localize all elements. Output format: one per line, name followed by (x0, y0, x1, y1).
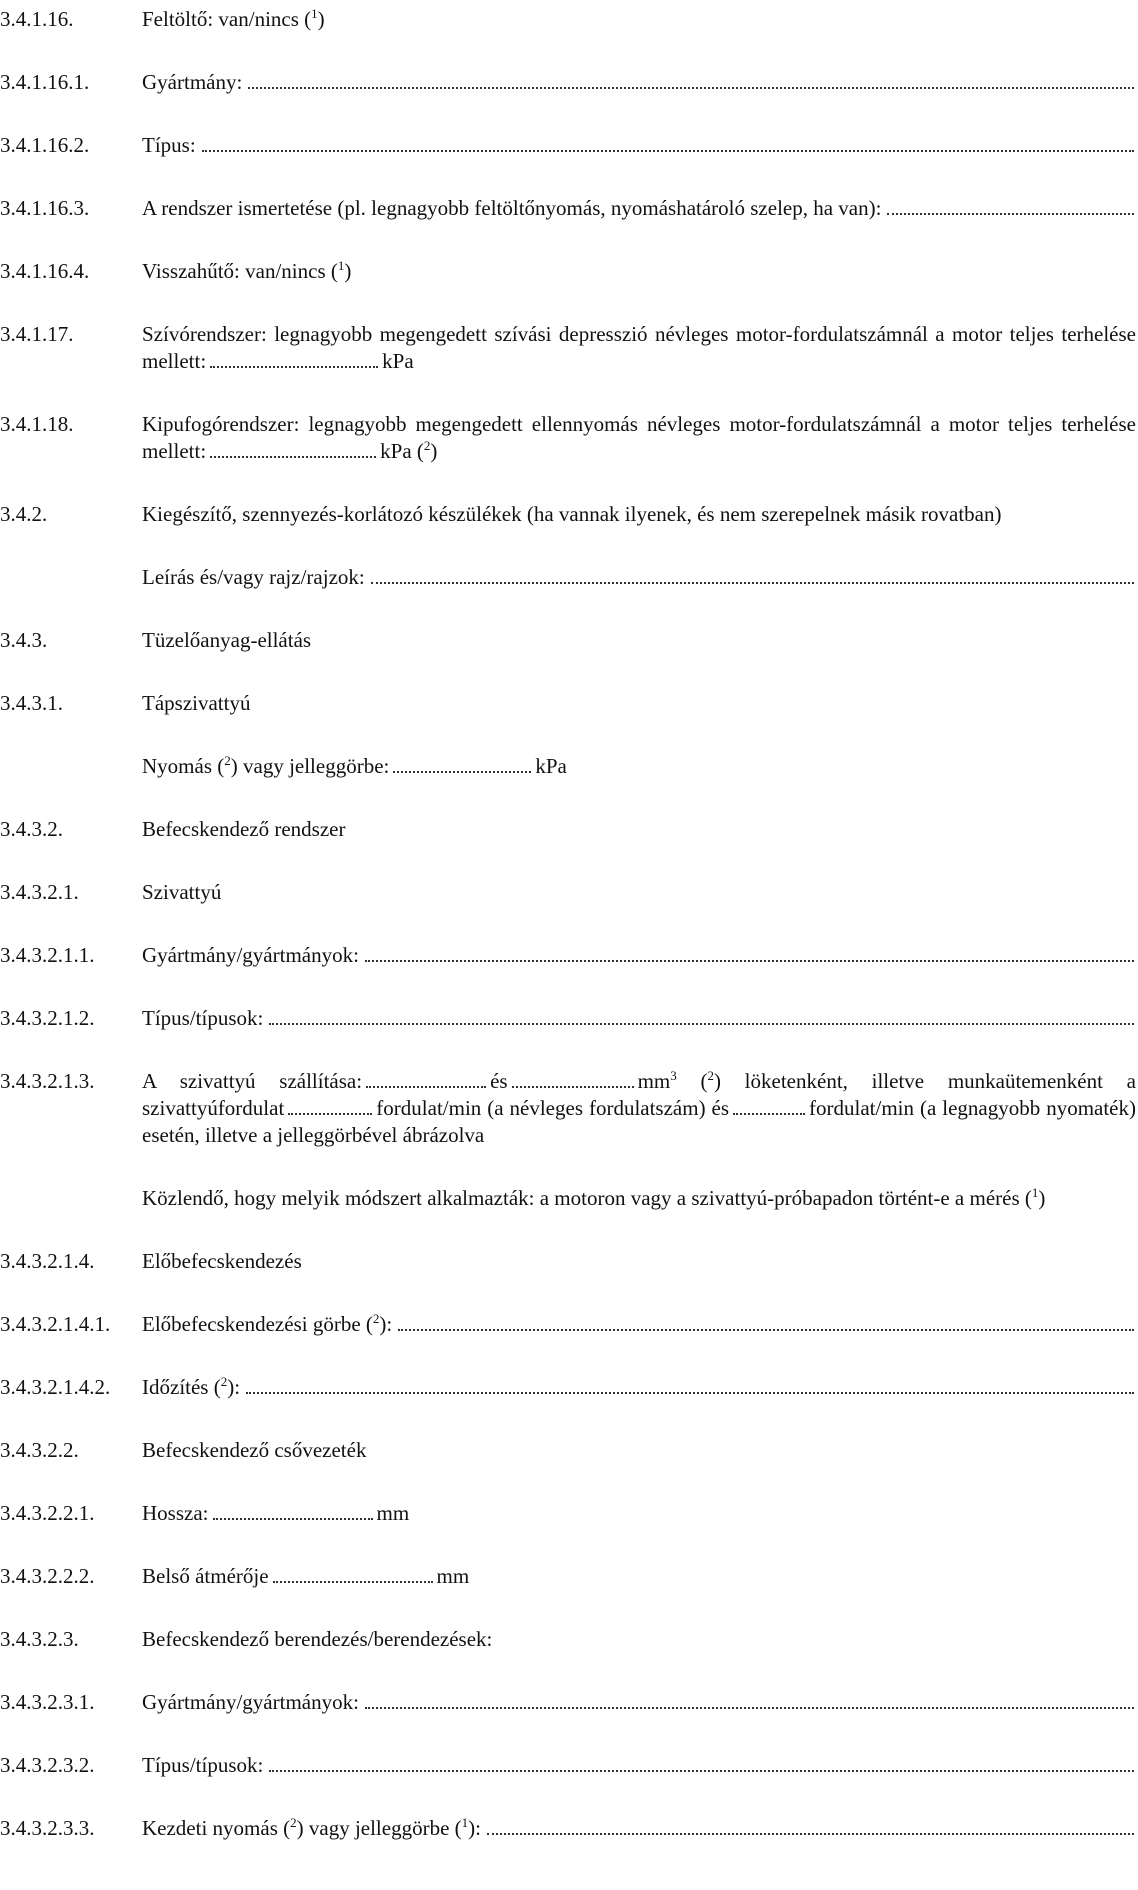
section-row (0, 690, 1138, 717)
section-text: A szivattyú szállítása: és $mm^3$ ($^2$) löketenként, illetve munkaütemenként a szivattyúfordulat fordulat/min (a névleges fordulatszám) és fordulat/min (a legnagyobb nyomaték) esetén, illetve a jelleggörbével ábrázolva (142, 1068, 1136, 1147)
fill-in-field: Típus/típusok: (142, 1752, 1138, 1779)
dotted-leader (269, 1770, 1134, 1772)
section-text: Szívórendszer: legnagyobb megengedett szívási depresszió névleges motor-fordulatszámnál a motor teljes terhelése mellett: kPa (142, 322, 1136, 373)
section-number: 3.4.3.2.3.2. (0, 1753, 95, 1777)
section-row (0, 1311, 1138, 1338)
section-row (0, 132, 1138, 159)
section-heading: Előbefecskendezés (142, 1249, 302, 1273)
document-page (0, 6, 1138, 1878)
dotted-leader (210, 456, 376, 458)
dotted-leader (487, 1833, 1134, 1835)
section-row (0, 1563, 1138, 1590)
section-row (0, 1437, 1138, 1464)
section-text: Közlendő, hogy melyik módszert alkalmazták: a motoron vagy a szivattyú-próbapadon történt-e a mérés ($^1$) (142, 1185, 1046, 1210)
fill-in-field: Típus: (142, 132, 1138, 159)
section-number: 3.4.3.2.3. (0, 1627, 79, 1651)
dotted-leader (393, 771, 531, 773)
section-text: Feltöltő: van/nincs ($^1$) (142, 6, 325, 31)
section-number: 3.4.3.2.1. (0, 880, 79, 904)
section-number: 3.4.3.2.1.3. (0, 1069, 95, 1093)
dotted-leader (365, 1707, 1134, 1709)
section-number (0, 1185, 142, 1212)
section-number: 3.4.3.2.1.4. (0, 1249, 95, 1273)
section-row (0, 321, 1138, 375)
section-row (0, 879, 1138, 906)
dotted-leader (733, 1113, 805, 1115)
section-row (0, 816, 1138, 843)
section-number (0, 753, 142, 780)
section-row (0, 564, 1138, 591)
section-number: 3.4.3.2.2.2. (0, 1564, 95, 1588)
section-heading: Befecskendező berendezés/berendezések: (142, 1627, 493, 1651)
section-heading: Tüzelőanyag-ellátás (142, 628, 312, 652)
section-number: 3.4.1.18. (0, 412, 74, 436)
fill-in-field: Gyártmány/gyártmányok: (142, 1689, 1138, 1716)
section-number: 3.4.3.2.3.3. (0, 1816, 95, 1840)
section-number: 3.4.3.2.1.4.1. (0, 1312, 111, 1336)
section-number: 3.4.3.2.1.2. (0, 1006, 95, 1030)
section-text: Kipufogórendszer: legnagyobb megengedett ellennyomás névleges motor-fordulatszámnál a motor teljes terhelése mellett: kPa ($^2$) (142, 412, 1136, 463)
section-row (0, 942, 1138, 969)
section-number: 3.4.3.2.2.1. (0, 1501, 95, 1525)
section-text: Nyomás ($^2$) vagy jelleggörbe: kPa (142, 753, 567, 778)
section-number: 3.4.1.16.3. (0, 196, 90, 220)
section-text: Kiegészítő, szennyezés-korlátozó készülékek (ha vannak ilyenek, és nem szerepelnek másik rovatban) (142, 502, 1002, 526)
section-row (0, 1626, 1138, 1653)
section-row (0, 411, 1138, 465)
dotted-leader (202, 150, 1134, 152)
section-row (0, 1248, 1138, 1275)
dotted-leader (248, 87, 1134, 89)
fill-in-field: Leírás és/vagy rajz/rajzok: (142, 564, 1138, 591)
dotted-leader (273, 1581, 433, 1583)
dotted-leader (398, 1329, 1134, 1331)
section-text: Hossza: mm (142, 1501, 410, 1525)
section-number: 3.4.1.16.1. (0, 70, 90, 94)
section-row (0, 1068, 1138, 1149)
section-row (0, 501, 1138, 528)
section-row (0, 1374, 1138, 1401)
section-number: 3.4.3. (0, 628, 48, 652)
dotted-leader (512, 1086, 634, 1088)
section-row (0, 1185, 1138, 1212)
section-number: 3.4.1.16.2. (0, 133, 90, 157)
section-number: 3.4.1.16. (0, 7, 74, 31)
section-number: 3.4.3.1. (0, 691, 63, 715)
dotted-leader (288, 1113, 372, 1115)
dotted-leader (887, 213, 1134, 215)
section-number: 3.4.3.2.1.1. (0, 943, 95, 967)
section-number: 3.4.3.2.3.1. (0, 1690, 95, 1714)
section-row (0, 1752, 1138, 1779)
fill-in-field: Gyártmány: (142, 69, 1138, 96)
dotted-leader (365, 960, 1134, 962)
section-text: Belső átmérője mm (142, 1564, 470, 1588)
section-number: 3.4.3.2.2. (0, 1438, 79, 1462)
dotted-leader (246, 1392, 1134, 1394)
section-row (0, 258, 1138, 285)
section-text: Visszahűtő: van/nincs ($^1$) (142, 258, 352, 283)
section-row (0, 69, 1138, 96)
fill-in-field: Gyártmány/gyártmányok: (142, 942, 1138, 969)
dotted-leader (366, 1086, 486, 1088)
fill-in-field: Típus/típusok: (142, 1005, 1138, 1032)
dotted-leader (210, 366, 378, 368)
section-row (0, 1500, 1138, 1527)
section-row (0, 195, 1138, 222)
section-number: 3.4.3.2. (0, 817, 63, 841)
section-heading: Tápszivattyú (142, 691, 251, 715)
section-number: 3.4.3.2.1.4.2. (0, 1375, 111, 1399)
dotted-leader (213, 1518, 373, 1520)
fill-in-field: A rendszer ismertetése (pl. legnagyobb feltöltőnyomás, nyomáshatároló szelep, ha van): (142, 195, 1138, 222)
section-heading: Befecskendező rendszer (142, 817, 346, 841)
dotted-leader (371, 582, 1134, 584)
section-row (0, 6, 1138, 33)
dotted-leader (269, 1023, 1134, 1025)
section-heading: Szivattyú (142, 880, 222, 904)
fill-in-field: Előbefecskendezési görbe ($^2$): (142, 1311, 1138, 1338)
section-row (0, 1005, 1138, 1032)
section-number (0, 564, 142, 591)
fill-in-field: Időzítés ($^2$): (142, 1374, 1138, 1401)
section-heading: Befecskendező csővezeték (142, 1438, 367, 1462)
section-row (0, 1689, 1138, 1716)
section-row (0, 753, 1138, 780)
section-number: 3.4.1.17. (0, 322, 74, 346)
section-row (0, 1815, 1138, 1842)
section-number: 3.4.2. (0, 502, 48, 526)
section-number: 3.4.1.16.4. (0, 259, 90, 283)
fill-in-field: Kezdeti nyomás ($^2$) vagy jelleggörbe ($^1$): (142, 1815, 1138, 1842)
section-row (0, 627, 1138, 654)
